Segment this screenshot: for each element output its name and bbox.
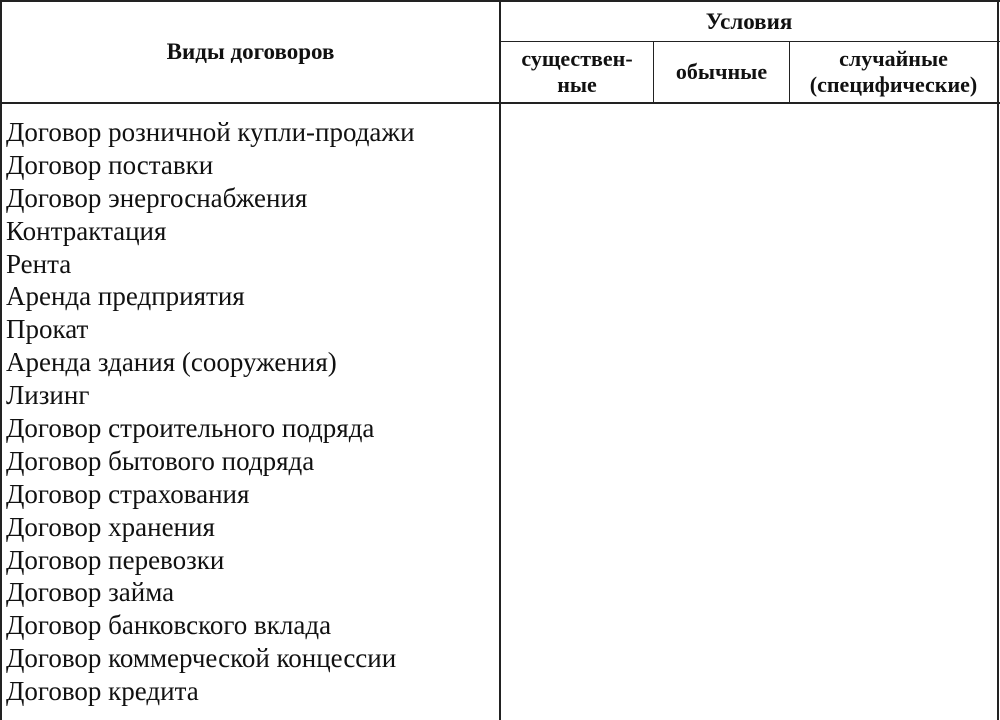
table-row: Договор поставки xyxy=(6,149,214,180)
header-essential-conditions xyxy=(501,42,653,102)
table-border-left xyxy=(0,0,2,720)
column-divider-main xyxy=(499,0,501,720)
table-row: Договор коммерческой концессии xyxy=(6,643,397,674)
header-random-conditions xyxy=(790,42,997,102)
table-row: Договор бытового подряда xyxy=(6,445,315,476)
table-row: Рента xyxy=(6,248,72,279)
table-row: Договор банковского вклада xyxy=(6,610,332,641)
table-row: Контрактация xyxy=(6,215,167,246)
table-row: Аренда здания (сооружения) xyxy=(6,347,337,378)
table-row: Договор розничной купли-продажи xyxy=(6,117,415,147)
table-row: Договор займа xyxy=(6,577,175,608)
table-row: Лизинг xyxy=(6,380,90,411)
header-ordinary-label: обычные xyxy=(675,59,768,84)
header-contract-types xyxy=(2,2,499,102)
table-border-right xyxy=(997,0,999,720)
table-row: Аренда предприятия xyxy=(6,281,245,312)
table-row: Договор энергоснабжения xyxy=(6,182,308,213)
header-conditions-label: Условия xyxy=(705,8,793,34)
header-contract-types-label: Виды договоров xyxy=(166,39,335,64)
table-row: Договор кредита xyxy=(6,676,199,707)
table-row: Договор строительного подряда xyxy=(6,413,375,444)
header-ordinary-conditions xyxy=(654,42,789,102)
table-row: Договор хранения xyxy=(6,511,215,542)
table-row: Прокат xyxy=(6,314,89,345)
header-essential-label: существен- ные xyxy=(521,46,633,97)
contract-type-list xyxy=(6,116,496,708)
table-row: Договор перевозки xyxy=(6,544,225,575)
table-row: Договор страхования xyxy=(6,478,250,509)
header-random-label: случайные (специфические) xyxy=(809,46,978,97)
header-conditions xyxy=(501,2,997,41)
